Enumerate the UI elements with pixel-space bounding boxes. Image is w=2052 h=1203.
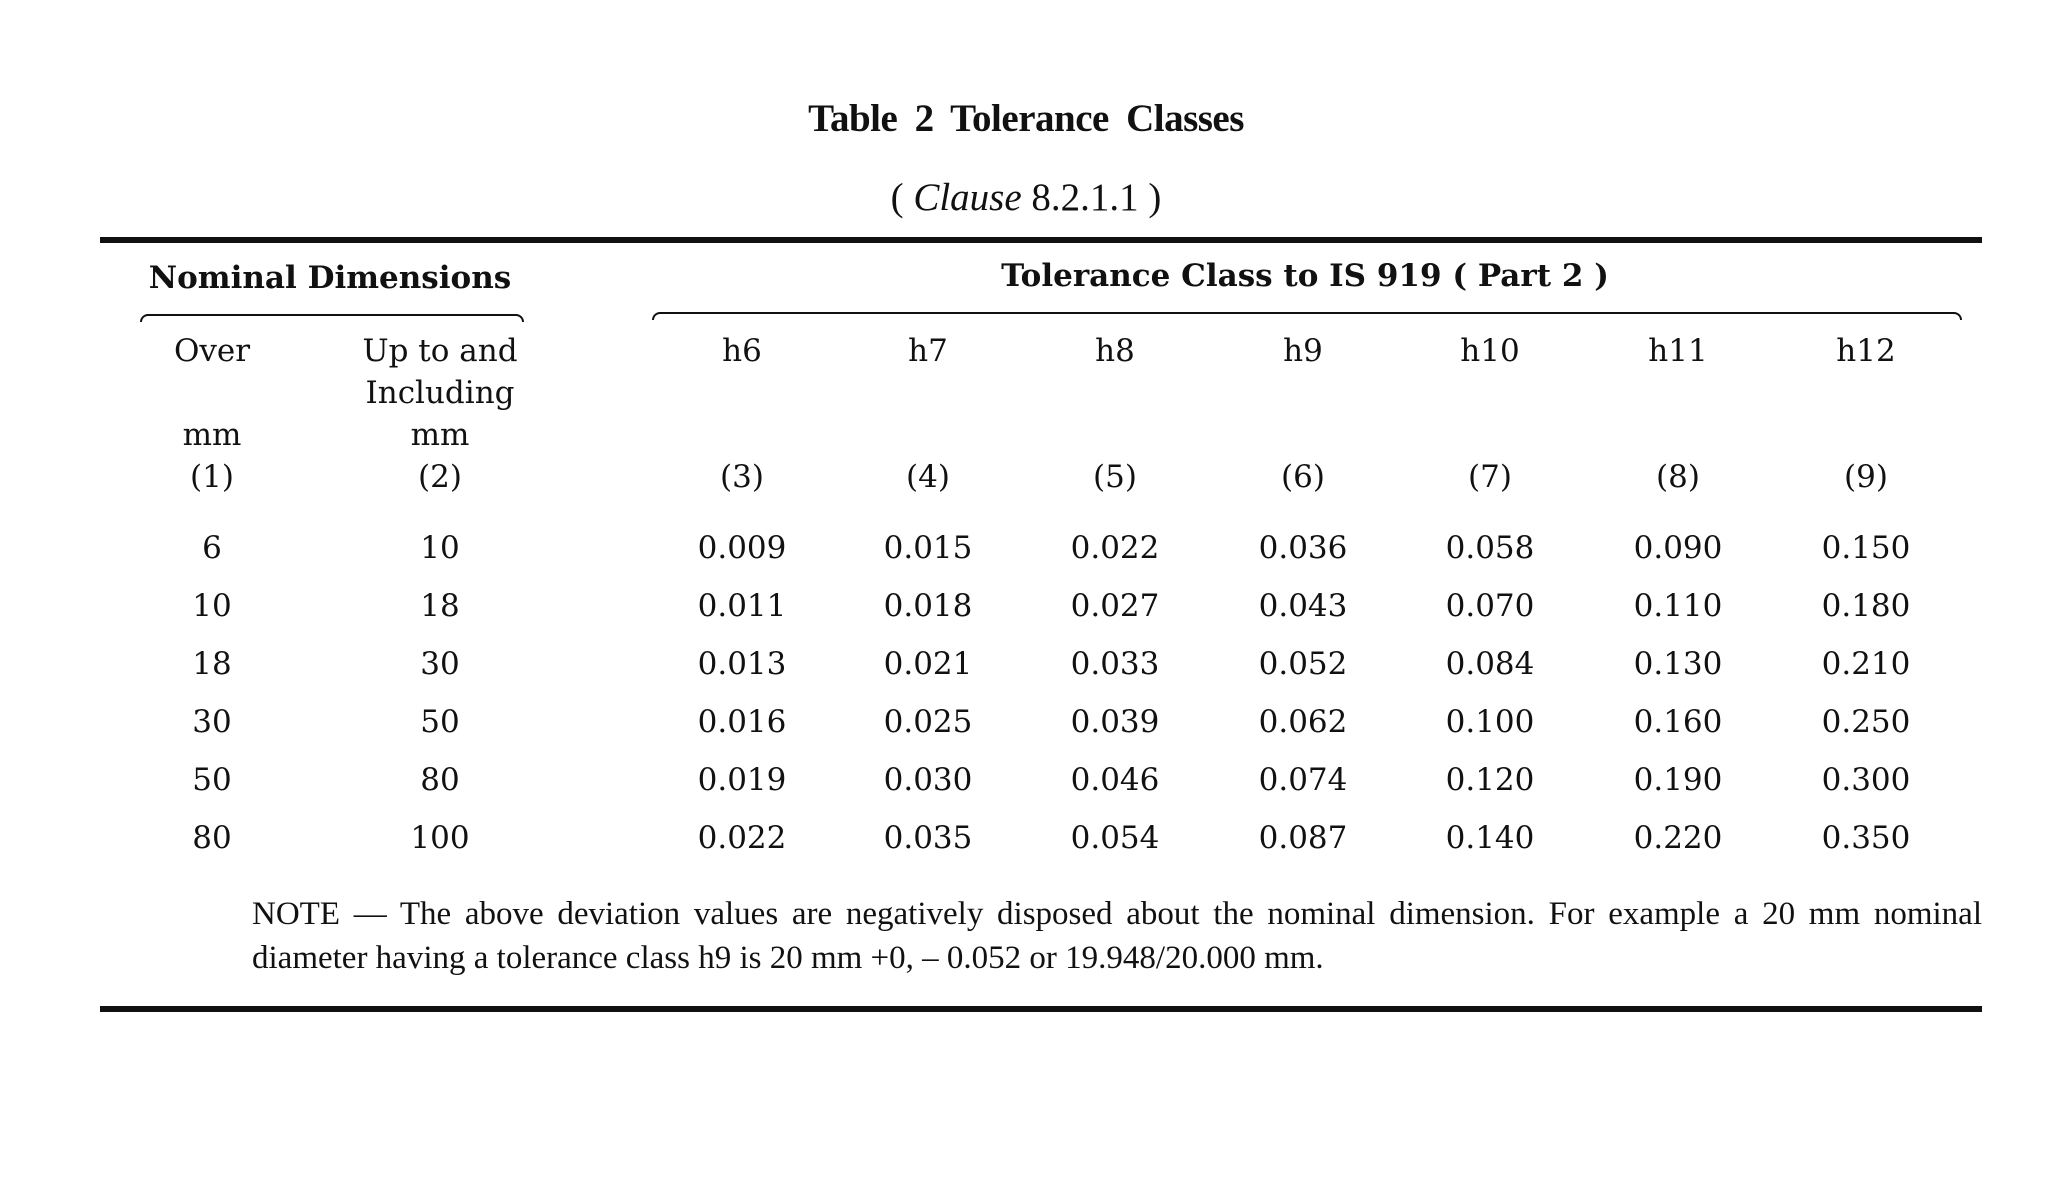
column-header-line <box>122 372 302 414</box>
table-cell: 0.035 <box>883 820 973 856</box>
brace-tolerance <box>652 312 1962 320</box>
table-cell: 0.110 <box>1633 588 1723 624</box>
table-cell: 80 <box>420 762 460 798</box>
table-cell: 0.058 <box>1445 530 1535 566</box>
table-cell: 0.043 <box>1258 588 1348 624</box>
column-header <box>122 330 302 498</box>
column-header-line: h7 <box>908 333 948 369</box>
column-header-line <box>1213 372 1393 414</box>
table-cell: 0.220 <box>1633 820 1723 856</box>
table-cell: 0.019 <box>697 762 787 798</box>
table-cell: 0.190 <box>1633 762 1723 798</box>
clause-reference <box>0 175 2052 220</box>
table-cell: 0.120 <box>1445 762 1535 798</box>
table-cell: 0.054 <box>1070 820 1160 856</box>
table-cell: 18 <box>192 646 232 682</box>
table-cell: 0.087 <box>1258 820 1348 856</box>
column-header-line <box>1400 372 1580 414</box>
clause-word: Clause <box>913 176 1022 219</box>
table-cell: 0.039 <box>1070 704 1160 740</box>
table-cell: 30 <box>192 704 232 740</box>
column-header-line <box>1213 414 1393 456</box>
column-header-line <box>1025 372 1205 414</box>
table-cell: 0.025 <box>883 704 973 740</box>
table-cell: 100 <box>410 820 470 856</box>
table-cell: 0.210 <box>1821 646 1911 682</box>
column-header <box>350 330 530 498</box>
table-cell: 0.018 <box>883 588 973 624</box>
column-header <box>1400 330 1580 498</box>
table-cell: 0.030 <box>883 762 973 798</box>
column-header <box>652 330 832 498</box>
column-header-line: (6) <box>1281 459 1325 495</box>
table-cell: 50 <box>420 704 460 740</box>
brace-nominal <box>140 314 524 322</box>
column-header-line: h8 <box>1095 333 1135 369</box>
column-header-line <box>1776 372 1956 414</box>
table-cell: 0.046 <box>1070 762 1160 798</box>
column-header-line: Up to and <box>362 333 518 369</box>
table-title: Table 2 Tolerance Classes <box>808 97 1244 140</box>
table-cell: 0.013 <box>697 646 787 682</box>
table-cell: 0.150 <box>1821 530 1911 566</box>
column-header-line: (1) <box>190 459 234 495</box>
table-cell: 0.009 <box>697 530 787 566</box>
column-header-line <box>1400 414 1580 456</box>
column-header-line <box>1025 414 1205 456</box>
table-note: NOTE — The above deviation values are negatively disposed about the nominal dimension. For example a 20 mm nominal diameter having a tolerance class h9 is 20 mm +0, – 0.052 or 19.948/20.000 mm. <box>252 896 1982 976</box>
bottom-rule <box>100 1006 1982 1012</box>
column-header-line: h12 <box>1836 333 1896 369</box>
column-header <box>1776 330 1956 498</box>
column-header-line: (8) <box>1656 459 1700 495</box>
column-header-line: Including <box>365 375 515 411</box>
table-cell: 0.015 <box>883 530 973 566</box>
column-header-line: (7) <box>1468 459 1512 495</box>
table-cell: 0.100 <box>1445 704 1535 740</box>
table-cell: 0.070 <box>1445 588 1535 624</box>
column-header-line: (5) <box>1093 459 1137 495</box>
table-cell: 0.074 <box>1258 762 1348 798</box>
column-header <box>1025 330 1205 498</box>
column-header-line <box>1588 414 1768 456</box>
column-header-line <box>838 372 1018 414</box>
column-header-line <box>838 414 1018 456</box>
group-heading-tolerance: Tolerance Class to IS 919 ( Part 2 ) <box>1001 258 1609 294</box>
table-cell: 0.033 <box>1070 646 1160 682</box>
table-cell: 6 <box>202 530 222 566</box>
column-header-line: mm <box>182 417 242 453</box>
table-cell: 0.130 <box>1633 646 1723 682</box>
column-header-line: h6 <box>722 333 762 369</box>
group-heading-nominal: Nominal Dimensions <box>148 260 512 296</box>
table-cell: 0.160 <box>1633 704 1723 740</box>
column-header-line: (4) <box>906 459 950 495</box>
column-header-line: (9) <box>1844 459 1888 495</box>
table-cell: 0.062 <box>1258 704 1348 740</box>
table-cell: 10 <box>420 530 460 566</box>
table-cell: 0.350 <box>1821 820 1911 856</box>
column-header-line <box>1588 372 1768 414</box>
table-cell: 30 <box>420 646 460 682</box>
table-cell: 0.022 <box>697 820 787 856</box>
table-cell: 0.011 <box>697 588 787 624</box>
table-cell: 50 <box>192 762 232 798</box>
column-header-line: mm <box>410 417 470 453</box>
column-header-line: Over <box>173 333 251 369</box>
table-cell: 0.180 <box>1821 588 1911 624</box>
column-header-line <box>1776 414 1956 456</box>
column-header <box>1588 330 1768 498</box>
column-header <box>838 330 1018 498</box>
table-cell: 0.021 <box>883 646 973 682</box>
column-header-line <box>652 372 832 414</box>
column-header-line: h9 <box>1283 333 1323 369</box>
table-cell: 80 <box>192 820 232 856</box>
table-cell: 10 <box>192 588 232 624</box>
table-cell: 0.016 <box>697 704 787 740</box>
table-cell: 0.090 <box>1633 530 1723 566</box>
table-cell: 18 <box>420 588 460 624</box>
table-cell: 0.250 <box>1821 704 1911 740</box>
top-rule <box>100 237 1982 243</box>
column-header-line: h11 <box>1648 333 1708 369</box>
table-cell: 0.036 <box>1258 530 1348 566</box>
column-header-line: h10 <box>1460 333 1520 369</box>
table-cell: 0.084 <box>1445 646 1535 682</box>
clause-open: ( <box>890 176 914 219</box>
column-header-line: (3) <box>720 459 764 495</box>
table-cell: 0.027 <box>1070 588 1160 624</box>
table-cell: 0.140 <box>1445 820 1535 856</box>
column-header-line <box>652 414 832 456</box>
table-cell: 0.052 <box>1258 646 1348 682</box>
column-header-line: (2) <box>418 459 462 495</box>
column-header <box>1213 330 1393 498</box>
table-cell: 0.022 <box>1070 530 1160 566</box>
table-cell: 0.300 <box>1821 762 1911 798</box>
clause-ref: 8.2.1.1 ) <box>1021 176 1162 219</box>
